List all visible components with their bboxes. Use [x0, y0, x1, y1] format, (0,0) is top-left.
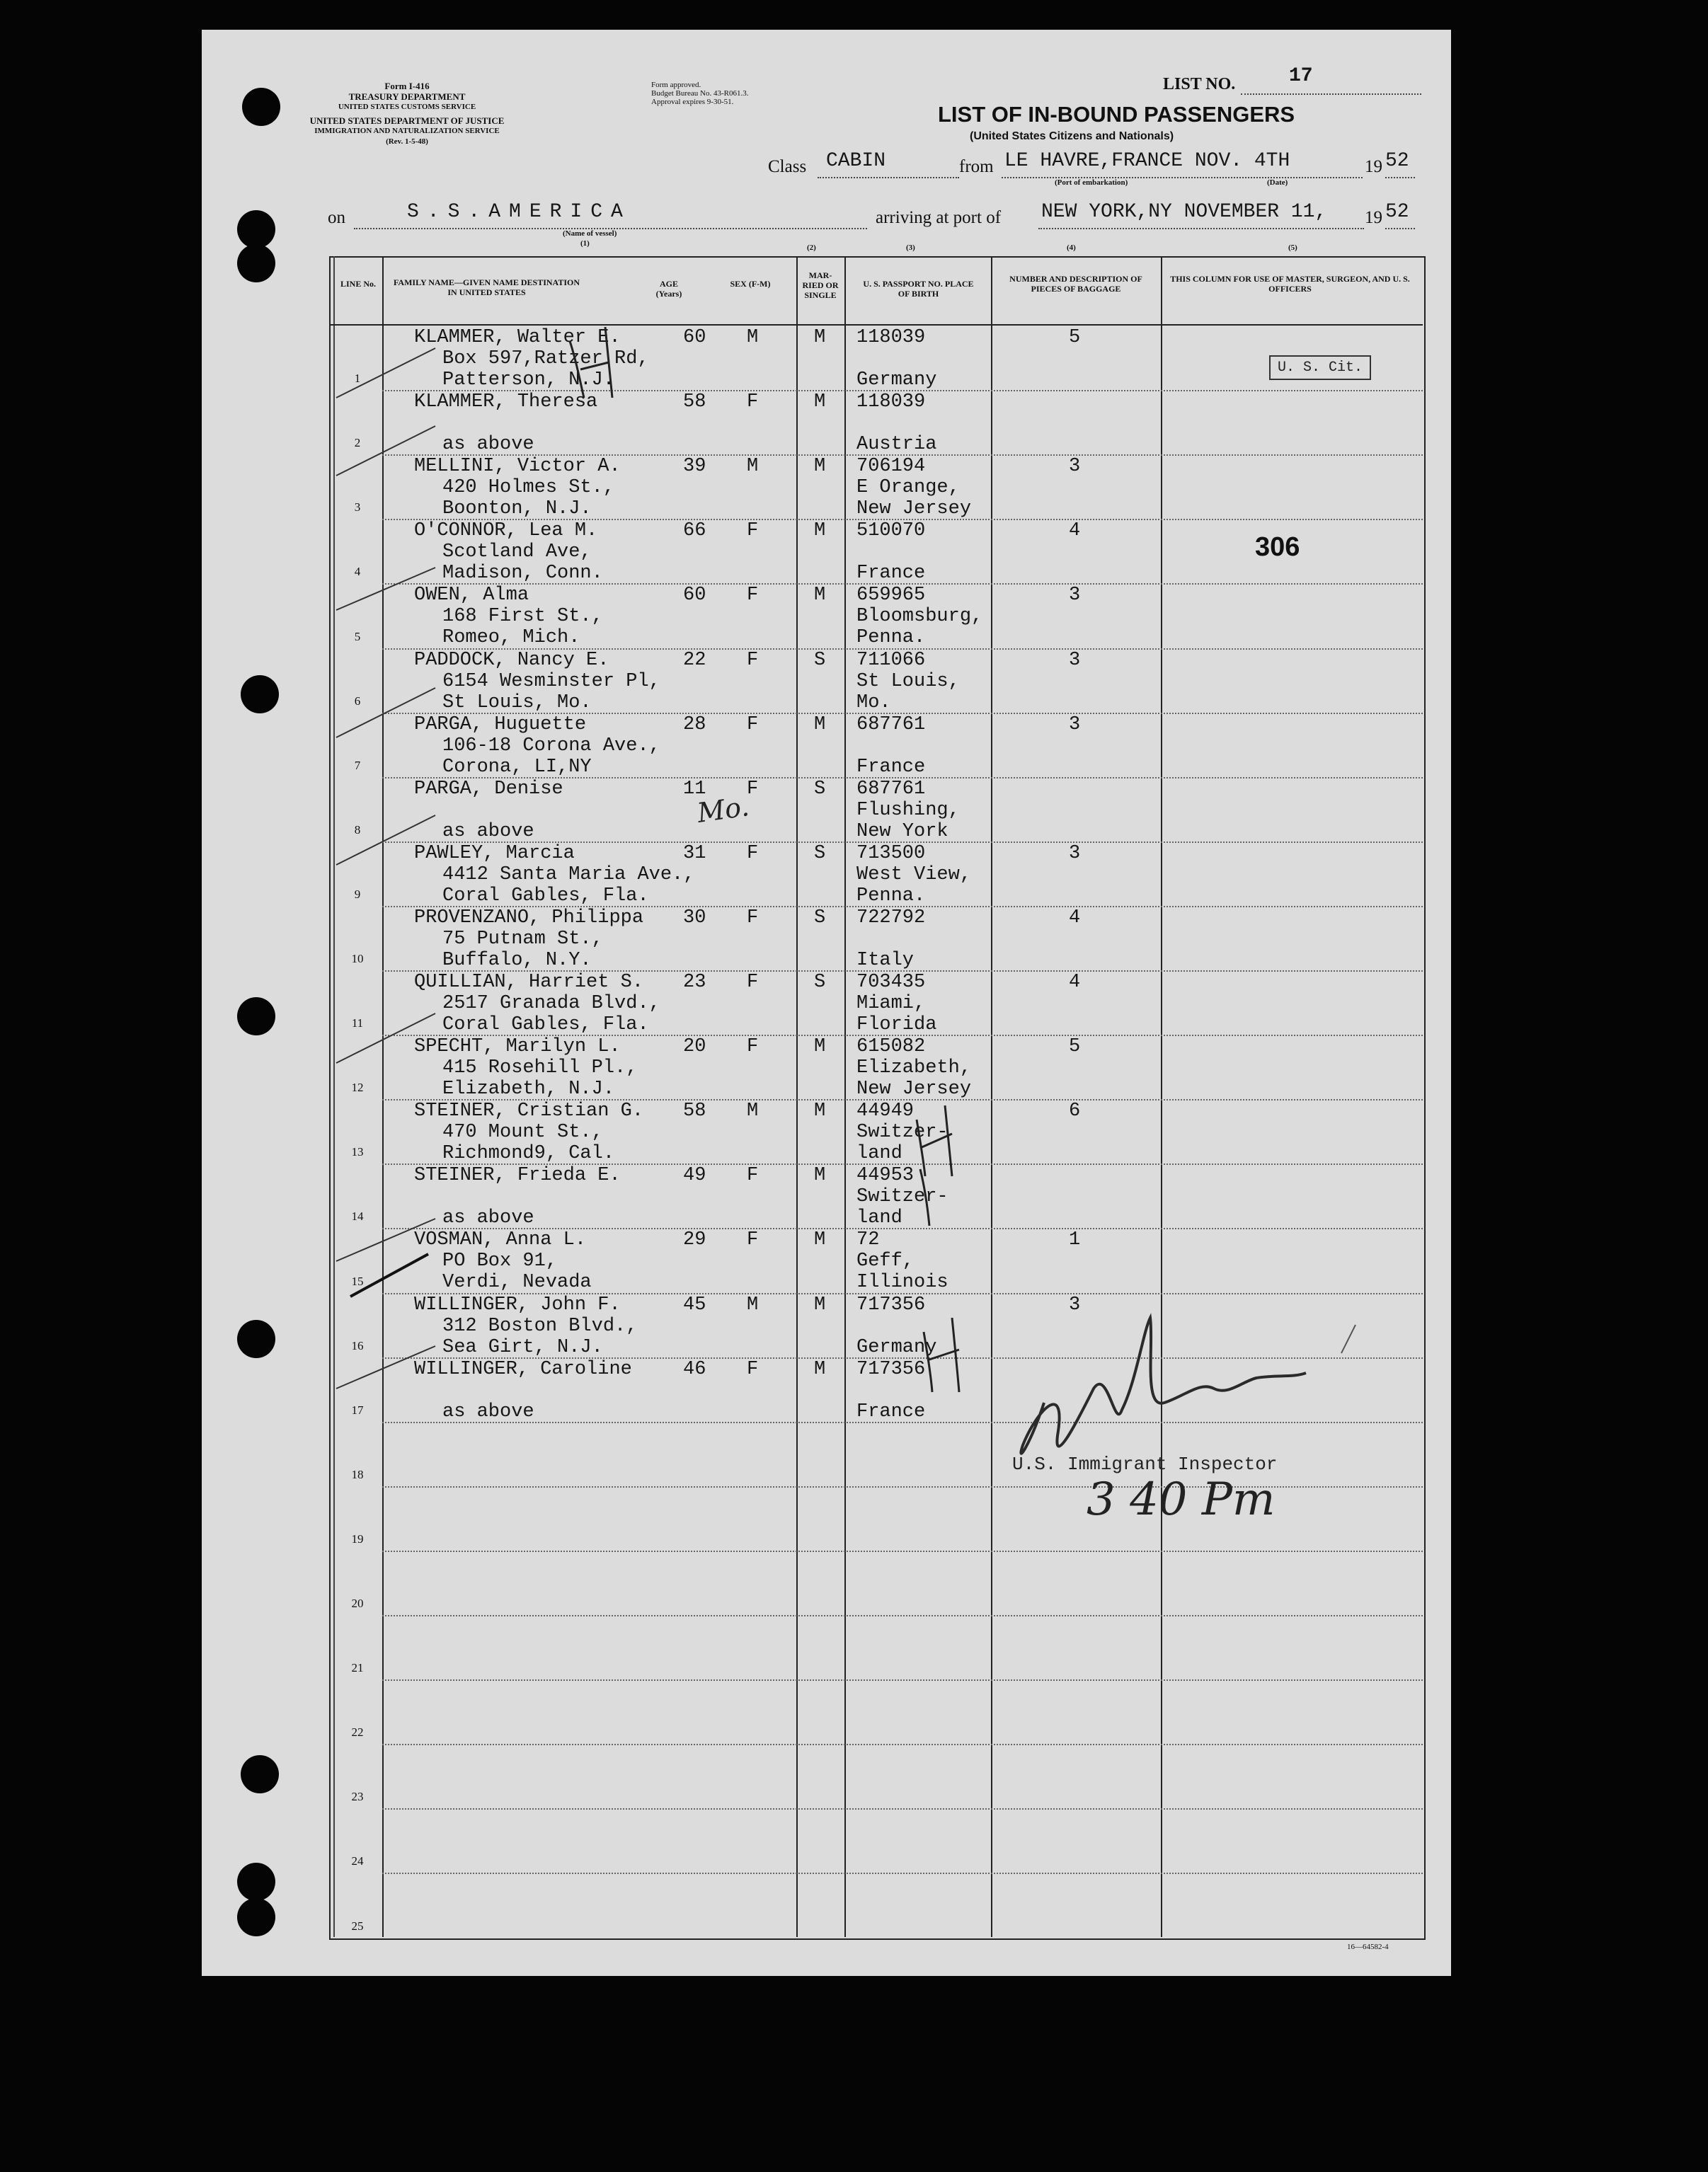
arrival-year-prefix: 19	[1365, 208, 1382, 227]
passenger-name: QUILLIAN, Harriet S.	[414, 972, 644, 993]
birthplace-1: Geff,	[856, 1251, 915, 1272]
birthplace-2: New Jersey	[856, 1079, 972, 1101]
passenger-address-1: PO Box 91,	[442, 1251, 558, 1272]
form-number: Form I-416	[384, 81, 430, 91]
passenger-address-2: Romeo, Mich.	[442, 627, 580, 649]
birthplace-2: Florida	[856, 1014, 937, 1035]
passenger-name: KLAMMER, Walter E.	[414, 327, 621, 348]
passenger-address-2: as above	[442, 1207, 534, 1229]
passenger-sex: F	[747, 391, 759, 413]
document-page	[202, 30, 1451, 1976]
passenger-age: 66	[683, 520, 706, 542]
passenger-address-2: St Louis, Mo.	[442, 691, 592, 713]
birthplace-2: Germany	[856, 369, 937, 391]
passenger-address-1: 415 Rosehill Pl.,	[442, 1057, 638, 1079]
arrival-year-value: 52	[1385, 201, 1409, 223]
passenger-name: STEINER, Frieda E.	[414, 1165, 621, 1187]
page-subtitle: (United States Citizens and Nationals)	[970, 130, 1174, 142]
vessel-caption: (Name of vessel)	[563, 229, 617, 238]
passenger-marital: M	[814, 456, 826, 478]
citizen-stamp: U. S. Cit.	[1269, 355, 1371, 380]
passenger-sex: F	[747, 1229, 759, 1251]
birthplace-2: Germany	[856, 1336, 937, 1358]
line-number: 1	[354, 372, 361, 386]
line-number: 16	[351, 1338, 364, 1352]
passport-number: 659965	[856, 585, 926, 607]
passport-number: 687761	[856, 713, 926, 735]
list-no-value: 17	[1289, 65, 1313, 87]
passenger-sex: F	[747, 1358, 759, 1380]
passenger-age: 28	[683, 713, 706, 735]
revision: (Rev. 1-5-48)	[386, 137, 428, 146]
passenger-marital: M	[814, 1101, 826, 1122]
passenger-address-1: 470 Mount St.,	[442, 1122, 603, 1144]
passenger-address-1: 4412 Santa Maria Ave.,	[442, 863, 695, 885]
baggage-count: 4	[1069, 972, 1081, 993]
passport-number: 44949	[856, 1101, 915, 1122]
passenger-address-1: 6154 Wesminster Pl,	[442, 670, 660, 692]
line-number: 10	[351, 952, 364, 965]
baggage-count: 4	[1069, 907, 1081, 929]
officer-number: 306	[1255, 532, 1300, 562]
line-number: 13	[351, 1145, 364, 1159]
passenger-marital: S	[814, 842, 826, 864]
port-caption: (Port of embarkation)	[1055, 178, 1128, 187]
from-label: from	[959, 157, 994, 176]
line-number: 14	[351, 1209, 364, 1224]
passenger-marital: S	[814, 907, 826, 929]
handwritten-time: 3 40 Pm	[1087, 1473, 1276, 1526]
birthplace-2: France	[856, 1401, 926, 1423]
header-sex: SEX (F-M)	[730, 279, 771, 289]
birthplace-2: France	[856, 563, 926, 585]
justice-name: UNITED STATES DEPARTMENT OF JUSTICE	[309, 115, 505, 126]
page-title: LIST OF IN-BOUND PASSENGERS	[938, 102, 1295, 127]
year-prefix: 19	[1365, 157, 1382, 176]
header-line-no: LINE No.	[340, 279, 376, 289]
baggage-count: 3	[1069, 649, 1081, 671]
passenger-address-2: Corona, LI,NY	[442, 756, 592, 778]
baggage-count: 4	[1069, 520, 1081, 542]
birthplace-2: Italy	[856, 949, 915, 971]
list-no-label: LIST NO.	[1163, 75, 1236, 93]
birthplace-2: Austria	[856, 434, 937, 456]
baggage-count: 3	[1069, 456, 1081, 478]
handwritten-checkmarks	[202, 30, 1451, 1976]
passenger-name: PADDOCK, Nancy E.	[414, 649, 609, 671]
passenger-age: 60	[683, 585, 706, 607]
passport-number: 687761	[856, 778, 926, 800]
col-num-4: (4)	[1067, 243, 1076, 252]
passenger-age: 60	[683, 327, 706, 348]
from-value: LE HAVRE,FRANCE NOV. 4TH	[1004, 150, 1290, 172]
birthplace-1: E Orange,	[856, 477, 960, 499]
passenger-name: KLAMMER, Theresa	[414, 391, 598, 413]
line-number: 21	[351, 1661, 364, 1675]
passport-number: 615082	[856, 1036, 926, 1058]
baggage-count: 3	[1069, 585, 1081, 607]
passenger-address-2: as above	[442, 434, 534, 456]
passenger-age: 46	[683, 1358, 706, 1380]
passenger-address-2: Coral Gables, Fla.	[442, 885, 649, 907]
passenger-sex: F	[747, 972, 759, 993]
passenger-address-1: 312 Boston Blvd.,	[442, 1315, 638, 1337]
passenger-sex: F	[747, 842, 759, 864]
passenger-marital: S	[814, 778, 826, 800]
passenger-sex: F	[747, 713, 759, 735]
header-name: FAMILY NAME—GIVEN NAME DESTINATION IN UNITED STATES	[393, 277, 580, 297]
passenger-address-2: Coral Gables, Fla.	[442, 1014, 649, 1035]
passenger-name: O'CONNOR, Lea M.	[414, 520, 598, 542]
line-number: 12	[351, 1081, 364, 1095]
class-label: Class	[768, 157, 807, 176]
header-passport: U. S. PASSPORT NO. PLACE OF BIRTH	[863, 279, 974, 299]
col-num-5: (5)	[1288, 243, 1297, 252]
passenger-address-1: 106-18 Corona Ave.,	[442, 735, 660, 757]
passenger-age: 31	[683, 842, 706, 864]
passenger-sex: F	[747, 1036, 759, 1058]
passport-number: 717356	[856, 1294, 926, 1316]
line-number: 23	[351, 1790, 364, 1804]
passenger-address-2: Richmond9, Cal.	[442, 1143, 615, 1165]
passenger-name: OWEN, Alma	[414, 585, 529, 607]
passenger-age: 39	[683, 456, 706, 478]
line-number: 11	[351, 1016, 364, 1030]
baggage-count: 3	[1069, 842, 1081, 864]
passenger-address-2: as above	[442, 820, 534, 842]
passenger-age: 45	[683, 1294, 706, 1316]
passenger-address-2: Elizabeth, N.J.	[442, 1079, 615, 1101]
passenger-name: WILLINGER, Caroline	[414, 1358, 632, 1380]
line-number: 4	[354, 565, 361, 579]
arriving-label: arriving at port of	[876, 208, 1002, 227]
passenger-address-1: 168 First St.,	[442, 606, 603, 628]
passenger-marital: M	[814, 391, 826, 413]
birthplace-2: Illinois	[856, 1272, 948, 1294]
footer-code: 16—64582-4	[1347, 1943, 1389, 1951]
passenger-sex: F	[747, 585, 759, 607]
birthplace-2: New Jersey	[856, 498, 972, 520]
birthplace-2: Penna.	[856, 627, 926, 649]
inspector-label: U.S. Immigrant Inspector	[1012, 1454, 1278, 1475]
passenger-name: PROVENZANO, Philippa	[414, 907, 644, 929]
line-number: 18	[351, 1467, 364, 1481]
line-number: 8	[354, 822, 361, 837]
header-officer: THIS COLUMN FOR USE OF MASTER, SURGEON, AND U. S. OFFICERS	[1170, 274, 1410, 294]
baggage-count: 1	[1069, 1229, 1081, 1251]
passenger-address-2: Sea Girt, N.J.	[442, 1336, 603, 1358]
passport-number: 711066	[856, 649, 926, 671]
passenger-address-1: Box 597,Ratzer Rd,	[442, 348, 649, 369]
passenger-name: STEINER, Cristian G.	[414, 1101, 644, 1122]
approval-line: Approval expires 9-30-51.	[651, 98, 734, 106]
passenger-age: 30	[683, 907, 706, 929]
passenger-marital: S	[814, 972, 826, 993]
passenger-address-2: as above	[442, 1401, 534, 1423]
passenger-sex: F	[747, 907, 759, 929]
passenger-name: MELLINI, Victor A.	[414, 456, 621, 478]
passenger-marital: M	[814, 1294, 826, 1316]
passenger-marital: M	[814, 713, 826, 735]
passenger-marital: M	[814, 1229, 826, 1251]
baggage-count: 3	[1069, 713, 1081, 735]
passport-number: 510070	[856, 520, 926, 542]
dept-name: TREASURY DEPARTMENT	[348, 91, 466, 102]
ins-name: IMMIGRATION AND NATURALIZATION SERVICE	[314, 127, 500, 135]
vessel-value: S.S.AMERICA	[407, 201, 631, 223]
passenger-marital: M	[814, 327, 826, 348]
passenger-age: 58	[683, 1101, 706, 1122]
birthplace-2: France	[856, 756, 926, 778]
header-baggage: NUMBER AND DESCRIPTION OF PIECES OF BAGGAGE	[1009, 274, 1142, 294]
passport-number: 713500	[856, 842, 926, 864]
line-number: 20	[351, 1597, 364, 1610]
passenger-address-1: Scotland Ave,	[442, 541, 592, 563]
baggage-count: 3	[1069, 1294, 1081, 1316]
class-value: CABIN	[826, 150, 886, 172]
passenger-sex: F	[747, 520, 759, 542]
line-number: 17	[351, 1403, 364, 1417]
passenger-age: 11	[683, 778, 706, 800]
passport-number: 706194	[856, 456, 926, 478]
passenger-address-2: Boonton, N.J.	[442, 498, 592, 520]
passenger-marital: M	[814, 585, 826, 607]
line-number: 7	[354, 758, 361, 772]
approval-line: Form approved.	[651, 81, 701, 89]
passenger-name: SPECHT, Marilyn L.	[414, 1036, 621, 1058]
line-number: 19	[351, 1532, 364, 1546]
line-number: 5	[354, 629, 361, 643]
line-number: 9	[354, 887, 361, 901]
passenger-name: WILLINGER, John F.	[414, 1294, 621, 1316]
birthplace-2: New York	[856, 820, 948, 842]
passport-number: 118039	[856, 391, 926, 413]
arrival-value: NEW YORK,NY NOVEMBER 11,	[1041, 201, 1327, 223]
passenger-sex: M	[747, 327, 759, 348]
date-caption: (Date)	[1267, 178, 1288, 187]
birthplace-1: Bloomsburg,	[856, 606, 983, 628]
passenger-name: PARGA, Denise	[414, 778, 563, 800]
passenger-address-2: Patterson, N.J.	[442, 369, 615, 391]
line-number: 6	[354, 694, 361, 708]
passenger-address-1: 75 Putnam St.,	[442, 928, 603, 950]
passenger-sex: M	[747, 1294, 759, 1316]
line-number: 2	[354, 436, 361, 450]
birthplace-2: land	[856, 1207, 902, 1229]
approval-line: Budget Bureau No. 43-R061.3.	[651, 89, 749, 98]
passenger-marital: M	[814, 520, 826, 542]
birthplace-1: West View,	[856, 863, 972, 885]
line-number: 25	[351, 1919, 364, 1933]
passenger-age: 29	[683, 1229, 706, 1251]
passenger-name: PAWLEY, Marcia	[414, 842, 575, 864]
birthplace-1: Elizabeth,	[856, 1057, 972, 1079]
passenger-marital: M	[814, 1165, 826, 1187]
passenger-age: 23	[683, 972, 706, 993]
passport-number: 722792	[856, 907, 926, 929]
baggage-count: 6	[1069, 1101, 1081, 1122]
passport-number: 717356	[856, 1358, 926, 1380]
birthplace-2: Mo.	[856, 691, 891, 713]
line-number: 3	[354, 500, 361, 515]
passenger-address-2: Verdi, Nevada	[442, 1272, 592, 1294]
passenger-address-1: 420 Holmes St.,	[442, 477, 615, 499]
birthplace-1: St Louis,	[856, 670, 960, 692]
passenger-address-2: Madison, Conn.	[442, 563, 603, 585]
baggage-count: 5	[1069, 327, 1081, 348]
on-label: on	[328, 208, 345, 227]
passenger-sex: M	[747, 1101, 759, 1122]
passenger-age: 58	[683, 391, 706, 413]
birthplace-2: land	[856, 1143, 902, 1165]
header-age: AGE (Years)	[655, 279, 682, 299]
passenger-name: VOSMAN, Anna L.	[414, 1229, 587, 1251]
baggage-count: 5	[1069, 1036, 1081, 1058]
passenger-marital: S	[814, 649, 826, 671]
col-num-3: (3)	[906, 243, 915, 252]
passenger-sex: F	[747, 1165, 759, 1187]
passenger-address-2: Buffalo, N.Y.	[442, 949, 592, 971]
vessel-col-num: (1)	[580, 239, 590, 248]
service-name: UNITED STATES CUSTOMS SERVICE	[338, 103, 476, 111]
handwritten-mo: Mo.	[695, 791, 751, 829]
birthplace-1: Switzer-	[856, 1122, 948, 1144]
passenger-marital: M	[814, 1036, 826, 1058]
passenger-name: PARGA, Huguette	[414, 713, 587, 735]
passenger-sex: F	[747, 649, 759, 671]
passenger-sex: F	[747, 778, 759, 800]
line-number: 22	[351, 1725, 364, 1740]
passenger-age: 20	[683, 1036, 706, 1058]
birthplace-2: Penna.	[856, 885, 926, 907]
passenger-age: 49	[683, 1165, 706, 1187]
passport-number: 72	[856, 1229, 880, 1251]
line-number: 24	[351, 1854, 364, 1868]
passenger-address-1: 2517 Granada Blvd.,	[442, 993, 660, 1014]
passport-number: 703435	[856, 972, 926, 993]
passenger-age: 22	[683, 649, 706, 671]
birthplace-1: Miami,	[856, 993, 926, 1014]
passenger-sex: M	[747, 456, 759, 478]
birthplace-1: Switzer-	[856, 1186, 948, 1208]
col-num-2: (2)	[807, 243, 816, 252]
header-married: MAR-RIED OR SINGLE	[802, 270, 839, 300]
passport-number: 118039	[856, 327, 926, 348]
passenger-marital: M	[814, 1358, 826, 1380]
birthplace-1: Flushing,	[856, 799, 960, 821]
year-value: 52	[1385, 150, 1409, 172]
passport-number: 44953	[856, 1165, 915, 1187]
line-number: 15	[351, 1274, 364, 1288]
